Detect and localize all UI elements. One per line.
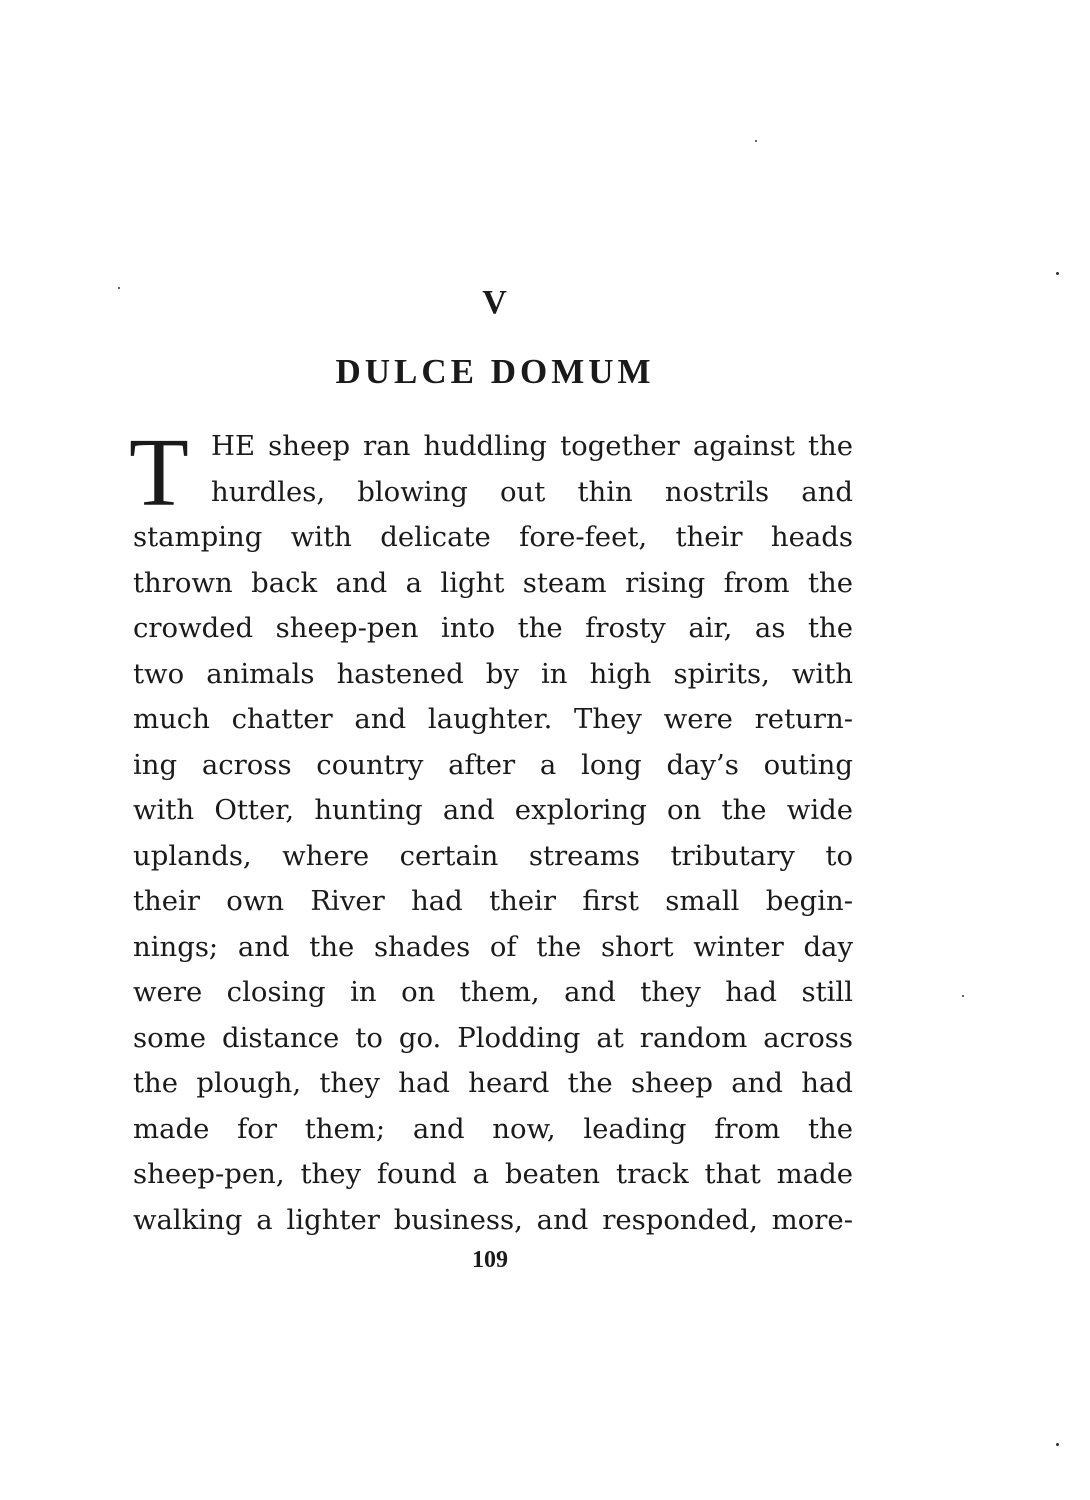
text-line: some distance to go. Plodding at random across: [133, 1021, 853, 1054]
chapter-number: V: [482, 284, 508, 321]
print-speck: [1056, 272, 1059, 275]
page-number: 109: [472, 1247, 508, 1273]
text-line: thrown back and a light steam rising from the: [133, 566, 853, 599]
text-line: much chatter and laughter. They were return-: [133, 703, 853, 735]
body-paragraph: [129, 419, 853, 1243]
text-line: were closing in on them, and they had still: [133, 976, 853, 1008]
text-line: the plough, they had heard the sheep and had: [133, 1067, 853, 1099]
print-speck: [962, 995, 964, 997]
drop-cap: T: [129, 419, 189, 527]
print-speck: [1056, 1443, 1059, 1446]
text-line: their own River had their first small begin-: [133, 885, 853, 917]
chapter-title: DULCE DOMUM: [335, 352, 655, 391]
text-line: ing across country after a long day’s outing: [133, 748, 853, 781]
text-line: HE sheep ran huddling together against the: [211, 430, 853, 462]
text-line: two animals hastened by in high spirits, with: [133, 657, 853, 690]
text-line: uplands, where certain streams tributary to: [133, 839, 853, 872]
text-line: made for them; and now, leading from the: [133, 1112, 853, 1145]
text-line: walking a lighter business, and responded, more-: [133, 1203, 853, 1236]
text-line: crowded sheep-pen into the frosty air, as the: [133, 612, 853, 644]
text-line: hurdles, blowing out thin nostrils and: [211, 475, 853, 508]
text-line: stamping with delicate fore-feet, their heads: [133, 521, 853, 553]
print-speck: [755, 140, 757, 142]
text-line: nings; and the shades of the short winter day: [133, 930, 853, 963]
text-line: sheep-pen, they found a beaten track that made: [133, 1158, 853, 1190]
text-line: with Otter, hunting and exploring on the wide: [133, 794, 853, 826]
